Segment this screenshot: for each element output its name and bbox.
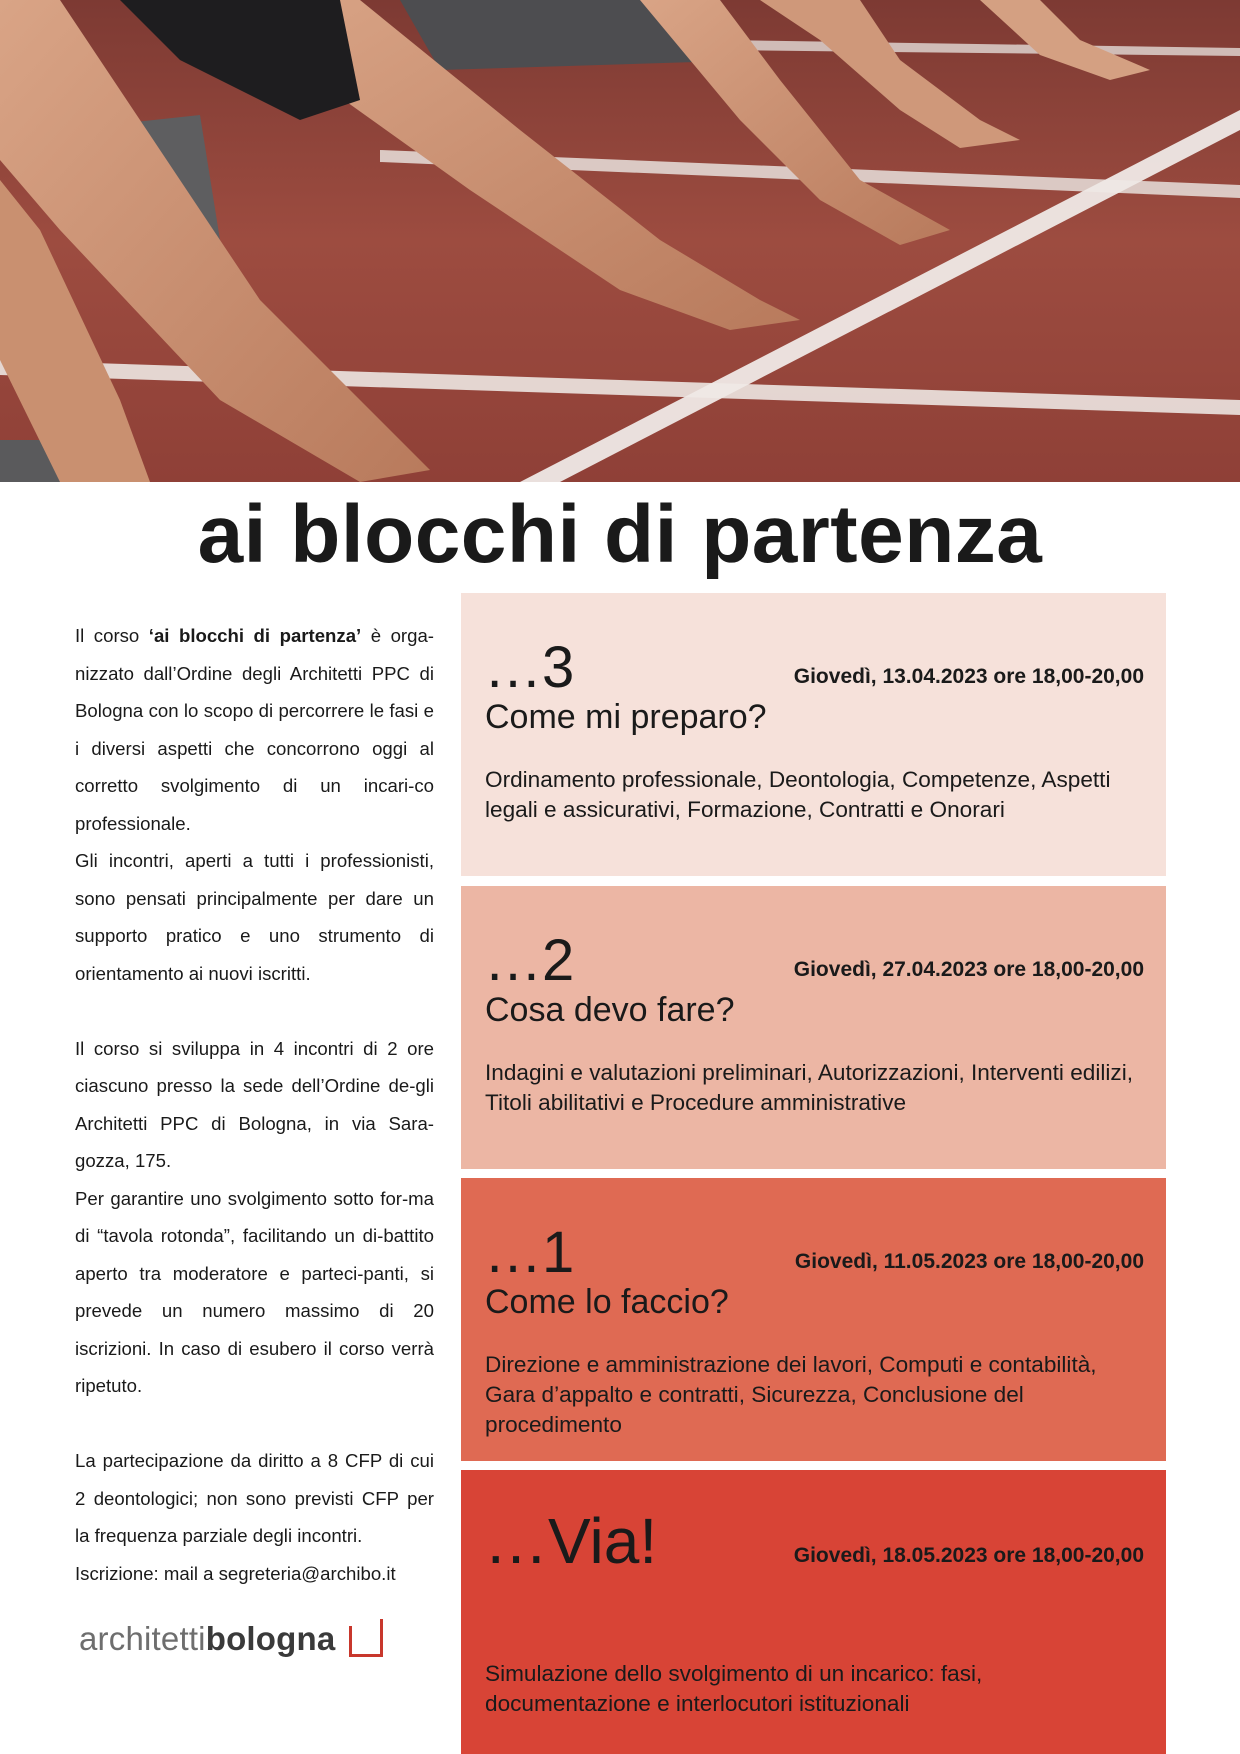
architetti-bologna-logo (79, 1620, 383, 1658)
course-description (75, 617, 434, 1592)
session-card-3 (461, 593, 1166, 876)
page-title: ai blocchi di partenza (197, 489, 1043, 580)
intro-course-name: ‘ai blocchi di partenza’ (148, 625, 362, 646)
session-topics: Simulazione dello svolgimento di un incarico: fasi, documentazione e interlocutori istituzionali (485, 1661, 983, 1716)
intro-lead-text: Il corso (75, 625, 149, 646)
logo-text-light: architetti (79, 1620, 206, 1657)
session-card-1 (461, 1178, 1166, 1461)
session-number: …Via! (484, 1505, 658, 1577)
intro-paragraph-5: La partecipazione da diritto a 8 CFP di cui 2 deontologici; non sono previsti CFP per la frequenza parziale degli incontri. (75, 1450, 434, 1546)
session-question: Come lo faccio? (485, 1283, 729, 1321)
intro-paragraph-4: Per garantire uno svolgimento sotto for-ma di “tavola rotonda”, facilitando un di-battito aperto tra moderatore e parteci-panti, si prevede un numero massimo di 20 iscrizioni. In caso di esubero il corso verrà ripetuto. (75, 1187, 434, 1396)
session-topics: Direzione e amministrazione dei lavori, Computi e contabilità, Gara d’appalto e contratti, Sicurezza, Conclusione del procedimento (485, 1352, 1097, 1437)
session-number: …3 (484, 635, 575, 700)
intro-paragraph-1 (75, 617, 434, 842)
session-question: Come mi preparo? (485, 698, 767, 736)
session-number: …2 (484, 928, 575, 993)
session-topics: Indagini e valutazioni preliminari, Autorizzazioni, Interventi edilizi, Titoli abilitativi e Procedure amministrative (485, 1060, 1134, 1115)
session-date: Giovedì, 27.04.2023 ore 18,00-20,00 (793, 958, 1144, 981)
logo-mark-icon (349, 1626, 383, 1657)
session-card-via (461, 1470, 1166, 1754)
session-card-2 (461, 886, 1166, 1169)
logo-text-bold: bologna (205, 1620, 336, 1657)
intro-paragraph-2: Gli incontri, aperti a tutti i professionisti, sono pensati principalmente per dare un supporto pratico e uno strumento di orientamento ai nuovi iscritti. (75, 850, 434, 984)
session-date: Giovedì, 18.05.2023 ore 18,00-20,00 (793, 1544, 1144, 1567)
session-topics: Ordinamento professionale, Deontologia, Competenze, Aspetti legali e assicurativi, Formazione, Contratti e Onorari (485, 767, 1111, 822)
session-date: Giovedì, 11.05.2023 ore 18,00-20,00 (794, 1250, 1144, 1273)
hero-photo (0, 0, 1240, 482)
session-date: Giovedì, 13.04.2023 ore 18,00-20,00 (793, 665, 1144, 688)
sprinters-hands-on-track-icon (0, 0, 1240, 482)
registration-info: Iscrizione: mail a segreteria@archibo.it (75, 1562, 396, 1584)
session-question: Cosa devo fare? (485, 991, 735, 1029)
intro-paragraph-3: Il corso si sviluppa in 4 incontri di 2 ore ciascuno presso la sede dell’Ordine de-gli Architetti PPC di Bologna, in via Sara-gozza, 175. (75, 1037, 434, 1171)
session-number: …1 (484, 1220, 575, 1285)
intro-rest-text: è orga-nizzato dall’Ordine degli Architetti PPC di Bologna con lo scopo di percorrere le fasi e i diversi aspetti che concorrono oggi al corretto svolgimento di un incari-co professionale. (75, 625, 434, 834)
